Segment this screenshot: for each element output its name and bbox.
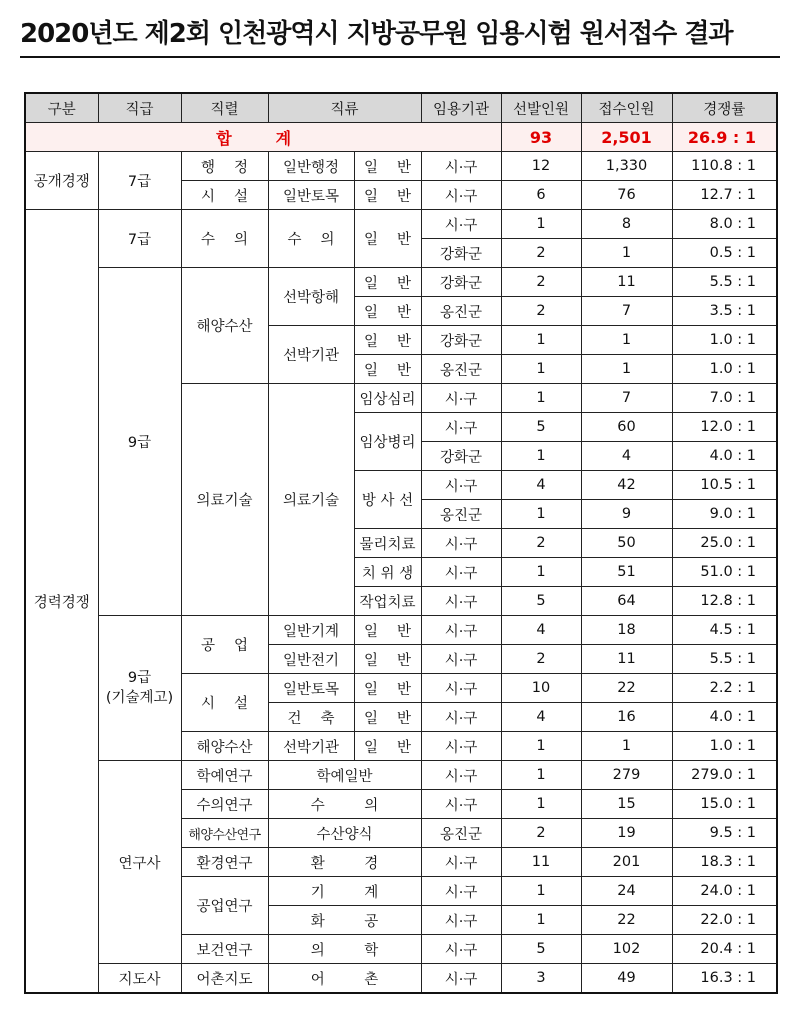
applied-cell: 8	[581, 210, 672, 239]
sub-cell: 치 위 생	[354, 558, 421, 587]
table-row	[25, 152, 777, 181]
ratio-cell: 0.5 : 1	[672, 239, 777, 268]
org-cell: 강화군	[421, 268, 501, 297]
selected-cell: 5	[501, 413, 581, 442]
group-career: 경력경쟁	[25, 210, 98, 994]
series-cell: 보건연구	[181, 935, 268, 964]
org-cell: 시·구	[421, 529, 501, 558]
selected-cell: 2	[501, 645, 581, 674]
ratio-cell: 4.0 : 1	[672, 442, 777, 471]
selected-cell: 1	[501, 326, 581, 355]
sub-cell: 물리치료	[354, 529, 421, 558]
series-cell: 해양수산연구	[181, 819, 268, 848]
org-cell: 시·구	[421, 674, 501, 703]
grade-7: 7급	[98, 152, 181, 210]
applied-cell: 201	[581, 848, 672, 877]
applied-cell: 15	[581, 790, 672, 819]
sub-cell: 일 반	[354, 645, 421, 674]
series-cell: 수 의	[181, 210, 268, 268]
org-cell: 시·구	[421, 558, 501, 587]
total-row	[25, 123, 777, 152]
class-cell: 수산양식	[268, 819, 421, 848]
selected-cell: 2	[501, 297, 581, 326]
selected-cell: 1	[501, 384, 581, 413]
org-cell: 강화군	[421, 326, 501, 355]
class-cell: 의 학	[268, 935, 421, 964]
ratio-cell: 9.5 : 1	[672, 819, 777, 848]
applied-cell: 9	[581, 500, 672, 529]
series-cell: 어촌지도	[181, 964, 268, 994]
ratio-cell: 4.0 : 1	[672, 703, 777, 732]
sub-cell: 일 반	[354, 268, 421, 297]
class-cell: 일반기계	[268, 616, 354, 645]
series-cell: 수의연구	[181, 790, 268, 819]
selected-cell: 4	[501, 616, 581, 645]
series-cell: 공 업	[181, 616, 268, 674]
class-cell: 화 공	[268, 906, 421, 935]
grade-7b: 7급	[98, 210, 181, 268]
selected-cell: 1	[501, 442, 581, 471]
applied-cell: 64	[581, 587, 672, 616]
applied-cell: 51	[581, 558, 672, 587]
selected-cell: 2	[501, 239, 581, 268]
total-ratio: 26.9 : 1	[672, 123, 777, 152]
selected-cell: 12	[501, 152, 581, 181]
org-cell: 옹진군	[421, 297, 501, 326]
org-cell: 시·구	[421, 906, 501, 935]
ratio-cell: 2.2 : 1	[672, 674, 777, 703]
ratio-cell: 3.5 : 1	[672, 297, 777, 326]
ratio-cell: 15.0 : 1	[672, 790, 777, 819]
table-row	[25, 616, 777, 645]
ratio-cell: 1.0 : 1	[672, 326, 777, 355]
org-cell: 시·구	[421, 761, 501, 790]
applied-cell: 102	[581, 935, 672, 964]
org-cell: 시·구	[421, 152, 501, 181]
org-cell: 시·구	[421, 587, 501, 616]
results-table	[24, 92, 778, 994]
sub-cell: 일 반	[354, 297, 421, 326]
applied-cell: 24	[581, 877, 672, 906]
selected-cell: 5	[501, 935, 581, 964]
applied-cell: 1,330	[581, 152, 672, 181]
org-cell: 시·구	[421, 877, 501, 906]
class-cell: 기 계	[268, 877, 421, 906]
org-cell: 시·구	[421, 732, 501, 761]
ratio-cell: 24.0 : 1	[672, 877, 777, 906]
ratio-cell: 22.0 : 1	[672, 906, 777, 935]
selected-cell: 5	[501, 587, 581, 616]
sub-cell: 임상심리	[354, 384, 421, 413]
applied-cell: 16	[581, 703, 672, 732]
selected-cell: 4	[501, 471, 581, 500]
class-cell: 일반토목	[268, 181, 354, 210]
selected-cell: 10	[501, 674, 581, 703]
ratio-cell: 8.0 : 1	[672, 210, 777, 239]
total-selected: 93	[501, 123, 581, 152]
applied-cell: 7	[581, 297, 672, 326]
ratio-cell: 20.4 : 1	[672, 935, 777, 964]
org-cell: 시·구	[421, 471, 501, 500]
org-cell: 시·구	[421, 645, 501, 674]
series-cell: 의료기술	[181, 384, 268, 616]
sub-cell: 작업치료	[354, 587, 421, 616]
ratio-cell: 279.0 : 1	[672, 761, 777, 790]
sub-cell: 일 반	[354, 355, 421, 384]
org-cell: 옹진군	[421, 819, 501, 848]
org-cell: 옹진군	[421, 500, 501, 529]
header-selected: 선발인원	[501, 93, 581, 123]
page-title: 2020년도 제2회 인천광역시 지방공무원 임용시험 원서접수 결과	[20, 16, 780, 58]
series-cell: 학예연구	[181, 761, 268, 790]
class-cell: 어 촌	[268, 964, 421, 994]
applied-cell: 42	[581, 471, 672, 500]
header-series: 직렬	[181, 93, 268, 123]
series-cell: 환경연구	[181, 848, 268, 877]
selected-cell: 11	[501, 848, 581, 877]
applied-cell: 1	[581, 355, 672, 384]
class-cell: 건 축	[268, 703, 354, 732]
selected-cell: 2	[501, 819, 581, 848]
applied-cell: 1	[581, 326, 672, 355]
applied-cell: 22	[581, 906, 672, 935]
ratio-cell: 12.0 : 1	[672, 413, 777, 442]
applied-cell: 7	[581, 384, 672, 413]
org-cell: 시·구	[421, 616, 501, 645]
series-cell: 행 정	[181, 152, 268, 181]
class-cell: 일반행정	[268, 152, 354, 181]
series-cell: 시 설	[181, 674, 268, 732]
applied-cell: 4	[581, 442, 672, 471]
selected-cell: 1	[501, 210, 581, 239]
applied-cell: 11	[581, 268, 672, 297]
org-cell: 시·구	[421, 210, 501, 239]
selected-cell: 3	[501, 964, 581, 994]
grade-instructor: 지도사	[98, 964, 181, 994]
class-cell: 일반전기	[268, 645, 354, 674]
applied-cell: 279	[581, 761, 672, 790]
ratio-cell: 10.5 : 1	[672, 471, 777, 500]
ratio-cell: 9.0 : 1	[672, 500, 777, 529]
org-cell: 시·구	[421, 790, 501, 819]
table-row	[25, 210, 777, 239]
series-cell: 해양수산	[181, 732, 268, 761]
class-cell: 환 경	[268, 848, 421, 877]
sub-cell: 일 반	[354, 326, 421, 355]
class-cell: 학예일반	[268, 761, 421, 790]
series-cell: 해양수산	[181, 268, 268, 384]
series-cell: 시 설	[181, 181, 268, 210]
applied-cell: 50	[581, 529, 672, 558]
applied-cell: 60	[581, 413, 672, 442]
selected-cell: 2	[501, 529, 581, 558]
org-cell: 시·구	[421, 964, 501, 994]
series-cell: 공업연구	[181, 877, 268, 935]
org-cell: 시·구	[421, 413, 501, 442]
org-cell: 시·구	[421, 384, 501, 413]
class-cell: 선박항해	[268, 268, 354, 326]
ratio-cell: 51.0 : 1	[672, 558, 777, 587]
sub-cell: 일 반	[354, 181, 421, 210]
grade-9-tech-label: 9급 (기술계고)	[105, 670, 174, 706]
sub-cell: 일 반	[354, 703, 421, 732]
ratio-cell: 25.0 : 1	[672, 529, 777, 558]
grade-9-tech	[98, 616, 181, 761]
ratio-cell: 5.5 : 1	[672, 268, 777, 297]
total-applied: 2,501	[581, 123, 672, 152]
class-cell: 수 의	[268, 790, 421, 819]
grade-9: 9급	[98, 268, 181, 616]
selected-cell: 1	[501, 732, 581, 761]
org-cell: 시·구	[421, 848, 501, 877]
table-row	[25, 964, 777, 994]
applied-cell: 49	[581, 964, 672, 994]
header-class: 직류	[268, 93, 421, 123]
ratio-cell: 5.5 : 1	[672, 645, 777, 674]
sub-cell: 일 반	[354, 616, 421, 645]
org-cell: 시·구	[421, 935, 501, 964]
applied-cell: 18	[581, 616, 672, 645]
header-ratio: 경쟁률	[672, 93, 777, 123]
org-cell: 옹진군	[421, 355, 501, 384]
ratio-cell: 1.0 : 1	[672, 355, 777, 384]
applied-cell: 1	[581, 732, 672, 761]
selected-cell: 1	[501, 790, 581, 819]
sub-cell: 일 반	[354, 210, 421, 268]
org-cell: 시·구	[421, 181, 501, 210]
ratio-cell: 18.3 : 1	[672, 848, 777, 877]
sub-cell: 일 반	[354, 732, 421, 761]
table-row	[25, 268, 777, 297]
selected-cell: 4	[501, 703, 581, 732]
ratio-cell: 12.8 : 1	[672, 587, 777, 616]
group-open: 공개경쟁	[25, 152, 98, 210]
class-cell: 선박기관	[268, 732, 354, 761]
ratio-cell: 16.3 : 1	[672, 964, 777, 994]
ratio-cell: 110.8 : 1	[672, 152, 777, 181]
org-cell: 강화군	[421, 239, 501, 268]
selected-cell: 1	[501, 558, 581, 587]
applied-cell: 22	[581, 674, 672, 703]
applied-cell: 19	[581, 819, 672, 848]
selected-cell: 1	[501, 355, 581, 384]
sub-cell: 일 반	[354, 674, 421, 703]
class-cell: 일반토목	[268, 674, 354, 703]
sub-cell: 임상병리	[354, 413, 421, 471]
header-org: 임용기관	[421, 93, 501, 123]
class-cell: 의료기술	[268, 384, 354, 616]
selected-cell: 1	[501, 500, 581, 529]
applied-cell: 1	[581, 239, 672, 268]
sub-cell: 방 사 선	[354, 471, 421, 529]
selected-cell: 1	[501, 906, 581, 935]
table-row	[25, 761, 777, 790]
table-header-row	[25, 93, 777, 123]
ratio-cell: 4.5 : 1	[672, 616, 777, 645]
grade-researcher: 연구사	[98, 761, 181, 964]
selected-cell: 1	[501, 761, 581, 790]
selected-cell: 6	[501, 181, 581, 210]
total-label: 합 계	[25, 123, 501, 152]
sub-cell: 일 반	[354, 152, 421, 181]
class-cell: 선박기관	[268, 326, 354, 384]
header-grade: 직급	[98, 93, 181, 123]
org-cell: 강화군	[421, 442, 501, 471]
header-category: 구분	[25, 93, 98, 123]
org-cell: 시·구	[421, 703, 501, 732]
ratio-cell: 1.0 : 1	[672, 732, 777, 761]
selected-cell: 1	[501, 877, 581, 906]
class-cell: 수 의	[268, 210, 354, 268]
ratio-cell: 7.0 : 1	[672, 384, 777, 413]
applied-cell: 11	[581, 645, 672, 674]
ratio-cell: 12.7 : 1	[672, 181, 777, 210]
header-applied: 접수인원	[581, 93, 672, 123]
selected-cell: 2	[501, 268, 581, 297]
applied-cell: 76	[581, 181, 672, 210]
